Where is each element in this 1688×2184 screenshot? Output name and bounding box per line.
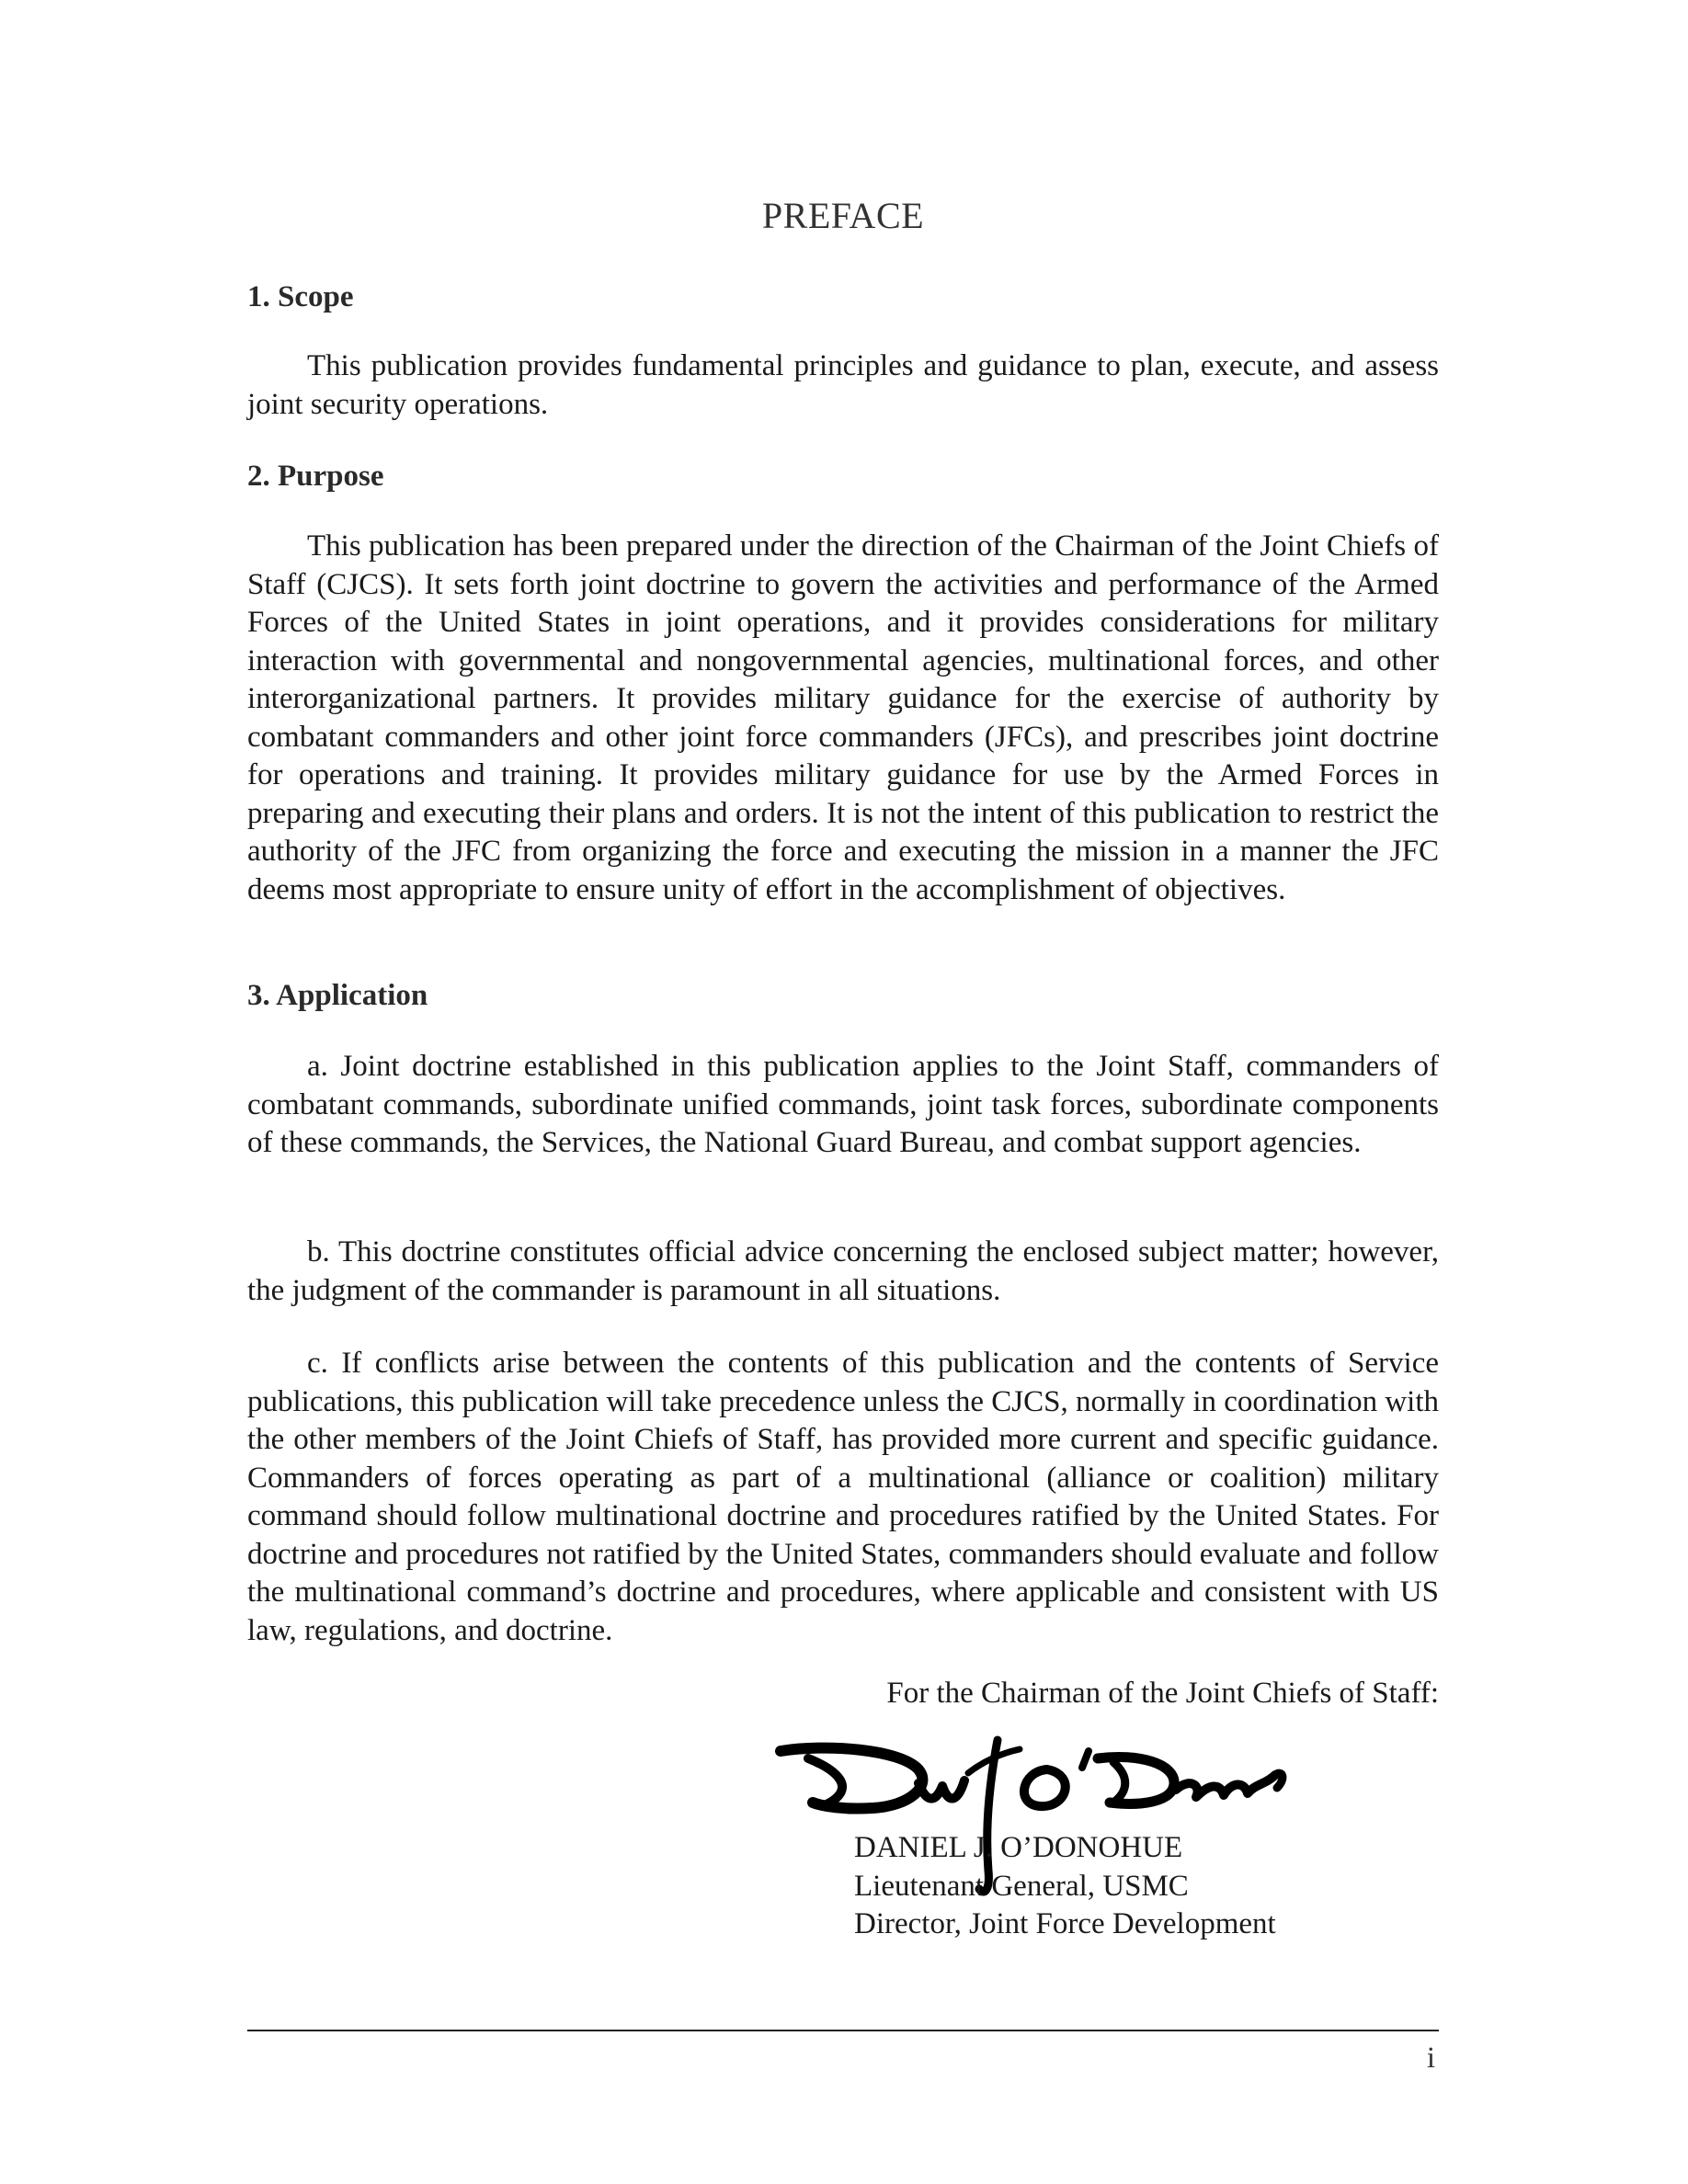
page-number: i: [1426, 2042, 1435, 2075]
signatory-position: Director, Joint Force Development: [854, 1907, 1276, 1940]
signatory-rank: Lieutenant General, USMC: [854, 1869, 1189, 1903]
signatory-name: DANIEL J. O’DONOHUE: [854, 1831, 1183, 1864]
scope-paragraph: This publication provides fundamental principles and guidance to plan, execute, and assess joint security operations.: [247, 349, 1439, 421]
section-heading-application: 3. Application: [247, 979, 428, 1012]
application-paragraph-a: a. Joint doctrine established in this publication applies to the Joint Staff, commanders of combatant commands, subordinate unified commands, joint task forces, subordinate components of these commands, the Services, the National Guard Bureau, and combat support agencies.: [247, 1050, 1439, 1159]
application-paragraph-b: b. This doctrine constitutes official advice concerning the enclosed subject matter; however, the judgment of the commander is paramount in all situations.: [247, 1235, 1439, 1307]
section-heading-scope: 1. Scope: [247, 280, 354, 313]
document-page: [247, 0, 1439, 2184]
signoff-line: For the Chairman of the Joint Chiefs of Staff:: [886, 1677, 1439, 1710]
section-heading-purpose: 2. Purpose: [247, 460, 384, 493]
application-paragraph-c: c. If conflicts arise between the contents of this publication and the contents of Service publications, this publication will take precedence unless the CJCS, normally in coordination with the other members of the Joint Chiefs of Staff, has provided more current and specific guidance. Commanders of forces operating as part of a multinational (alliance or coalition) military command should follow multinational doctrine and procedures ratified by the United States. For doctrine and procedures not ratified by the United States, commanders should evaluate and follow the multinational command’s doctrine and procedures, where applicable and consistent with US law, regulations, and doctrine.: [247, 1347, 1439, 1647]
purpose-paragraph: This publication has been prepared under the direction of the Chairman of the Joint Chiefs of Staff (CJCS). It sets forth joint doctrine to govern the activities and performance of the Armed Forces of the United States in joint operations, and it provides considerations for military interaction with governmental and nongovernmental agencies, multinational forces, and other interorganizational partners. It provides military guidance for the exercise of authority by combatant commanders and other joint force commanders (JFCs), and prescribes joint doctrine for operations and training. It provides military guidance for use by the Armed Forces in preparing and executing their plans and orders. It is not the intent of this publication to restrict the authority of the JFC from organizing the force and executing the mission in a manner the JFC deems most appropriate to ensure unity of effort in the accomplishment of objectives.: [247, 529, 1439, 906]
signature-block: [854, 1829, 1276, 1944]
footer-rule: [247, 2030, 1439, 2031]
page-title: PREFACE: [761, 195, 925, 236]
